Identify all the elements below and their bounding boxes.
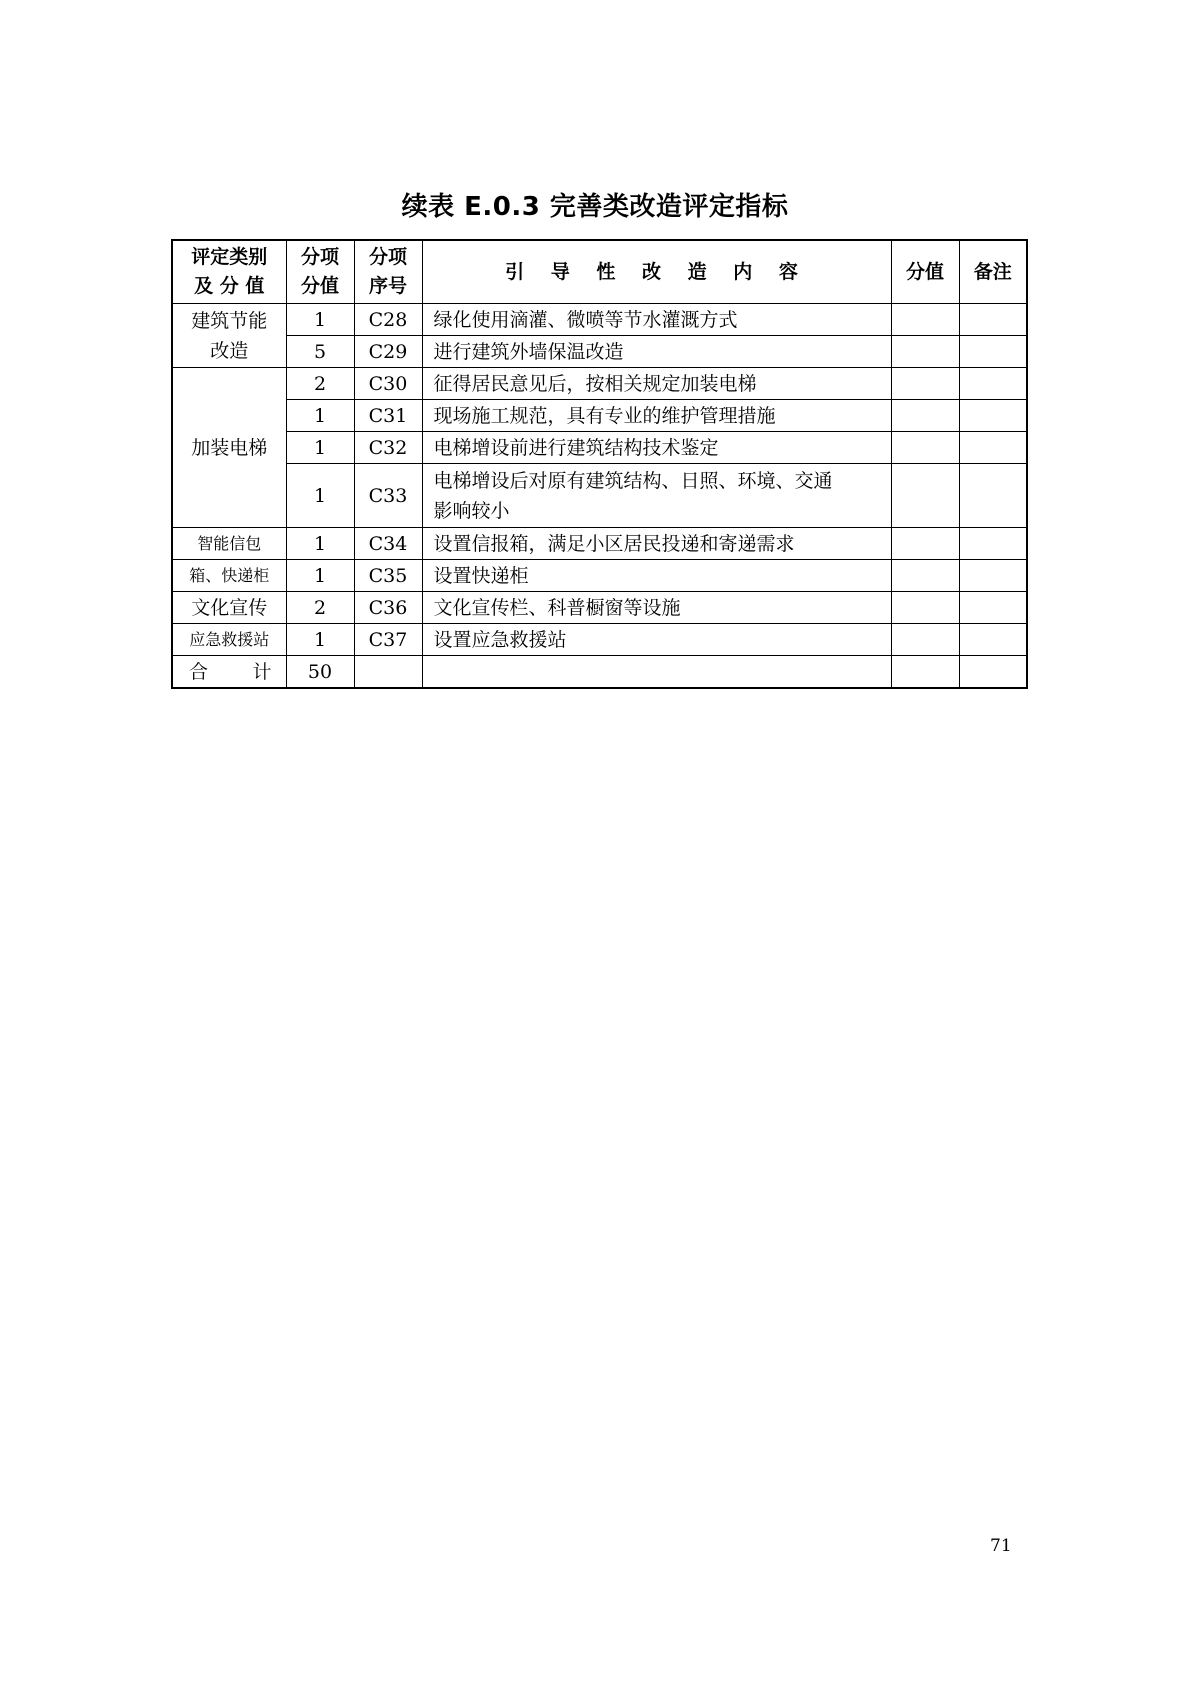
item-content: 进行建筑外墙保温改造 [422, 336, 891, 368]
item-no: C33 [354, 464, 422, 528]
page-number: 71 [990, 1536, 1012, 1556]
remark-cell [959, 400, 1027, 432]
header-content: 引 导 性 改 造 内 容 [422, 240, 891, 304]
item-no: C34 [354, 528, 422, 560]
remark-cell [959, 624, 1027, 656]
total-empty-remark [959, 656, 1027, 689]
item-score: 5 [286, 336, 354, 368]
item-score: 2 [286, 592, 354, 624]
score-cell [891, 464, 959, 528]
table-row [172, 592, 1027, 624]
page-title: 续表 E.0.3 完善类改造评定指标 [401, 192, 789, 222]
table-row [172, 432, 1027, 464]
item-content: 文化宣传栏、科普橱窗等设施 [422, 592, 891, 624]
item-no: C36 [354, 592, 422, 624]
item-score: 2 [286, 368, 354, 400]
score-cell [891, 560, 959, 592]
remark-cell [959, 368, 1027, 400]
score-cell [891, 592, 959, 624]
table-row [172, 400, 1027, 432]
remark-cell [959, 304, 1027, 336]
total-label-right: 计 [252, 660, 272, 683]
header-score: 分值 [891, 240, 959, 304]
item-content-line1: 电梯增设后对原有建筑结构、日照、环境、交通 [433, 469, 833, 492]
header-item-no-line1: 分项 [368, 246, 407, 268]
item-content [422, 464, 891, 528]
table-row [172, 528, 1027, 560]
header-item-score [286, 240, 354, 304]
remark-cell [959, 592, 1027, 624]
item-content: 绿化使用滴灌、微喷等节水灌溉方式 [422, 304, 891, 336]
score-cell [891, 304, 959, 336]
item-score: 1 [286, 400, 354, 432]
item-no: C29 [354, 336, 422, 368]
header-item-score-line1: 分项 [300, 246, 339, 268]
remark-cell [959, 528, 1027, 560]
item-no: C28 [354, 304, 422, 336]
remark-cell [959, 432, 1027, 464]
table-row [172, 464, 1027, 528]
group-elevator: 加装电梯 [172, 368, 286, 528]
item-content-line2: 影响较小 [433, 499, 510, 522]
evaluation-table [171, 239, 1028, 689]
item-score: 1 [286, 624, 354, 656]
item-no: C31 [354, 400, 422, 432]
item-score: 1 [286, 432, 354, 464]
score-cell [891, 528, 959, 560]
item-content: 设置信报箱，满足小区居民投递和寄递需求 [422, 528, 891, 560]
group-energy [172, 304, 286, 368]
total-label [172, 656, 286, 689]
item-content: 现场施工规范，具有专业的维护管理措施 [422, 400, 891, 432]
score-cell [891, 368, 959, 400]
group-energy-line1: 建筑节能 [191, 309, 268, 332]
group-mailbox-line1: 智能信包 [172, 528, 286, 560]
total-empty-no [354, 656, 422, 689]
header-item-no-line2: 序号 [368, 275, 407, 297]
item-content: 征得居民意见后，按相关规定加装电梯 [422, 368, 891, 400]
item-score: 1 [286, 560, 354, 592]
item-score: 1 [286, 464, 354, 528]
item-no: C37 [354, 624, 422, 656]
table-row [172, 304, 1027, 336]
table-row [172, 336, 1027, 368]
total-empty-content [422, 656, 891, 689]
header-category-line2: 及 分 值 [194, 275, 265, 297]
group-mailbox-line2: 箱、快递柜 [172, 560, 286, 592]
total-label-left: 合 [189, 660, 209, 683]
remark-cell [959, 464, 1027, 528]
remark-cell [959, 336, 1027, 368]
header-item-score-line2: 分值 [300, 275, 339, 297]
evaluation-table-container [171, 239, 1028, 689]
item-score: 1 [286, 528, 354, 560]
header-remark: 备注 [959, 240, 1027, 304]
item-no: C30 [354, 368, 422, 400]
remark-cell [959, 560, 1027, 592]
group-energy-line2: 改造 [210, 339, 249, 362]
total-row [172, 656, 1027, 689]
score-cell [891, 432, 959, 464]
item-content: 电梯增设前进行建筑结构技术鉴定 [422, 432, 891, 464]
score-cell [891, 624, 959, 656]
header-category-line1: 评定类别 [191, 246, 268, 268]
table-row [172, 624, 1027, 656]
item-score: 1 [286, 304, 354, 336]
score-cell [891, 336, 959, 368]
total-empty-score [891, 656, 959, 689]
table-header-row [172, 240, 1027, 304]
header-item-no [354, 240, 422, 304]
item-no: C32 [354, 432, 422, 464]
item-content: 设置快递柜 [422, 560, 891, 592]
table-row [172, 560, 1027, 592]
group-culture: 文化宣传 [172, 592, 286, 624]
item-no: C35 [354, 560, 422, 592]
group-emergency: 应急救援站 [172, 624, 286, 656]
total-value: 50 [286, 656, 354, 689]
header-category [172, 240, 286, 304]
table-row [172, 368, 1027, 400]
score-cell [891, 400, 959, 432]
item-content: 设置应急救援站 [422, 624, 891, 656]
